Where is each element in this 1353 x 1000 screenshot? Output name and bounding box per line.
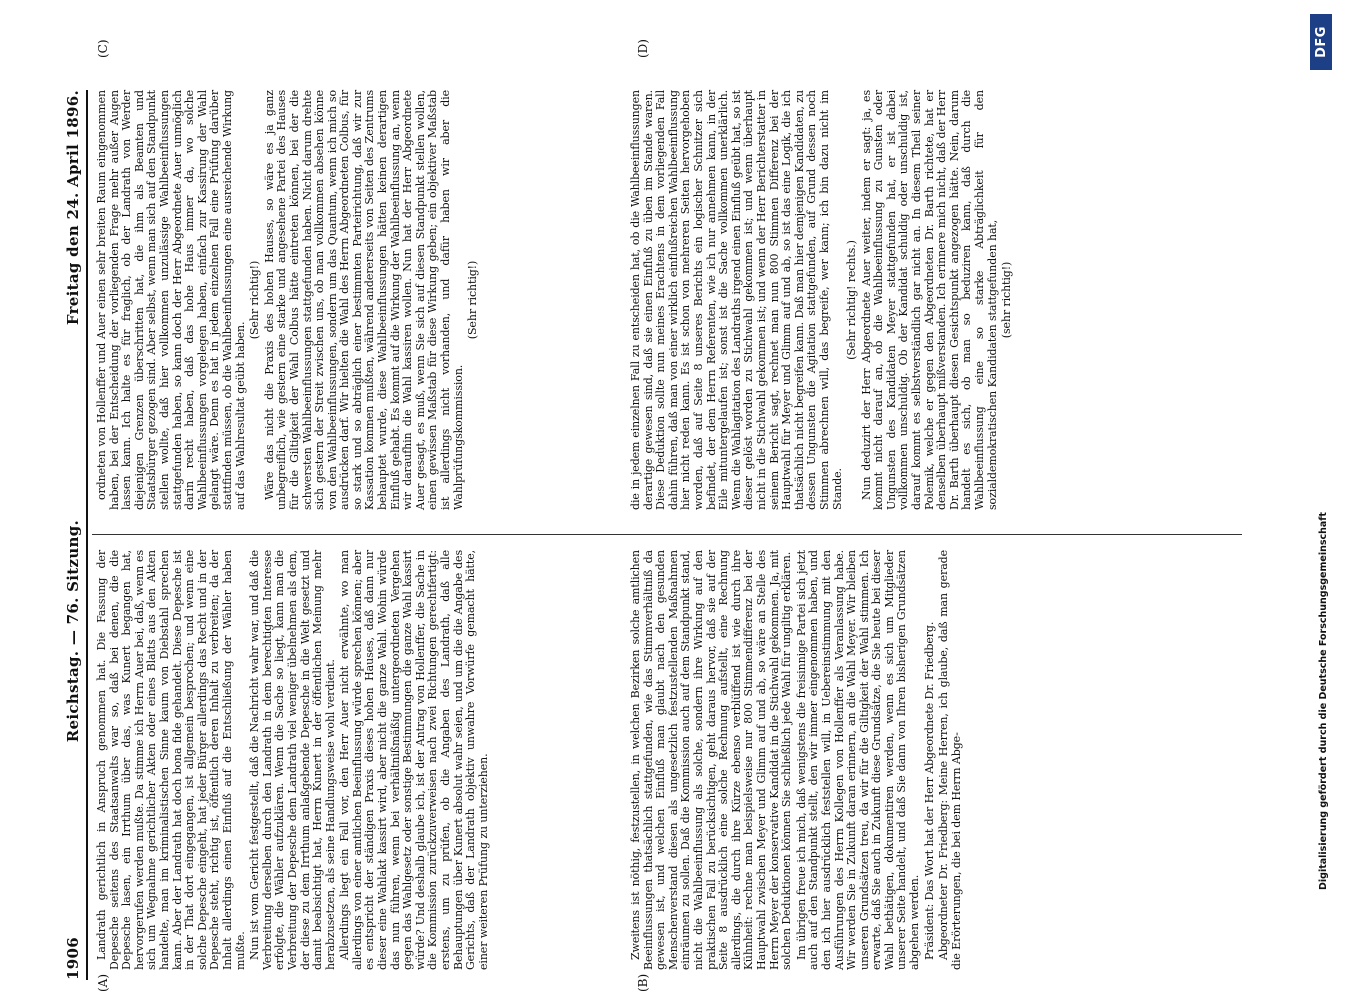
column-left-lower — [630, 550, 1190, 970]
paragraph: Präsident: Das Wort hat der Herr Abgeordnete Dr. Friedberg. — [922, 621, 936, 960]
interjection: (Sehr richtig! rechts.) — [845, 240, 859, 360]
paragraph: Abgeordneter Dr. Friedberg: Meine Herren, ich glaube, daß man gerade die Erörterungen, die bei dem Herrn Abge- — [937, 550, 963, 970]
margin-letter-b: (B) — [636, 973, 650, 992]
paragraph: die in jedem einzelnen Fall zu entscheiden hat, ob die Wahlbeeinflussungen derartige gewesen sind, daß sie einen Einfluß zu üben im Stande waren. Diese Deduktion sollte nun meines Erachtens in dem vorliegenden Fall dahin führen, daß man von einer wirklich einflußreichen Wahlbeeinflussung hier nicht reden kann. Es ist schon von mehreren Seiten hervorgehoben worden, daß auf Seite 8 unseres Berichts ein logischer Schnitzer sich befindet, der dem Herrn Referenten, wie ich nur annehmen kann, in der Eile mituntergelaufen ist; sonst ist die Sache vollkommen unerklärlich. Wenn die Wahlagitation des Landraths irgend einen Einfluß geübt hat, so ist dieser gelöst worden zu Stichwahl gekommen ist; und wenn überhaupt nicht in die Stichwahl gekommen ist; und wenn der Herr Berichterstatter in seinem Bericht sagt, rechnet man nun 800 Stimmen Differenz bei der Hauptwahl für Meyer und Glimm auf und ab, so ist das eine Logik, die ich thatsächlich nicht begreifen kann. Daß man hier demjenigen Kandidaten, zu dessen Ungunsten die Agitation stattgefunden, auf Grund dessen noch Stimmen abrechnen will, das begreife, wer kann; ich bin dazu nicht im Stande. — [629, 90, 844, 510]
paragraph: Landrath gerichtlich in Anspruch genommen hat. Die Fassung der Depesche seitens des Staatsanwalts war so, daß bei denen, die die Depesche lasen, ein Irrthum über das, was Kunert begangen hat, hervorgerufen werden mußte. Da stimme ich Herrn Auer bei, daß, wenn es sich um Wegnahme gerichtlicher Akten oder eines Blatts aus den Akten handelte, man im kriminalistischen Sinne kaum von Diebstahl sprechen kann. Aber der Landrath hat doch bona fide gehandelt. Diese Depesche ist in der That dort eingegangen, ist allgemein besprochen; und wenn eine solche Depesche eingeht, hat jeder Bürger allerdings das Recht und in der Depesche steht, richtig ist, öffentlich deren Inhalt zu verbreiten; da der Inhalt allerdings einen Einfluß auf die Entschließung der Wähler haben mußte. — [95, 550, 247, 970]
page-number: 1906 — [64, 937, 82, 980]
margin-letter-d: (D) — [636, 39, 650, 58]
column-right-lower — [630, 90, 1190, 510]
session-title: Reichstag. — 76. Sitzung. — [64, 519, 82, 743]
interjection: (Sehr richtig!) — [248, 260, 262, 340]
paragraph: Wäre das nicht die Praxis des hohen Hauses, so wäre es ja ganz unbegreiflich, wie gestern eine starke und angesehene Partei des Hauses für die Giltigkeit der Wahl Colbus hätte eintreten können, bei der die schwersten Wahlbeeinflussungen stattgefunden haben. Nicht darum drehte sich gestern der Streit zwischen uns, ob man vollkommen absehen könne von den Wahlbeeinflussungen, sondern um das Quantum, wenn ich mich so ausdrücken darf. Wir hielten die Wahl des Herrn Abgeordneten Colbus, für so stark und so abträglich einer bestimmten Parteirichtung, daß wir zur Kassation kommen mußten, während andererseits von Seiten des Zentrums behauptet wurde, diese Wahlbeeinflussungen hätten keinen derartigen Einfluß gehabt. Es kommt auf die Wirkung der Wahlbeeinflussung an, wenn wir daraufhin die Wahl kassiren wollen. Nun hat der Herr Abgeordnete Auer gesagt, es muß, wenn Sie sich auf diesen Standpunkt stellen wollen, einen gewissen Maßstab für diese Wirkung geben; ein objektiver Maßstab ist allerdings nicht vorhanden, und dafür haben wir aber die Wahlprüfungskommission. — [262, 90, 465, 510]
paragraph: Im übrigen freue ich mich, daß wenigstens die freisinnige Partei sich jetzt auch auf den Standpunkt stellt, den wir immer eingenommen haben, und den ich hier ausdrücklich feststellen will, in Uebereinstimmung mit den Ausführungen des Herrn Kollegen von Hollenffer als Veranlassung habe. Wir werden Sie in Zukunft daran erinnern, an die Wahl Meyer. Wir bleiben unseren Grundsätzen treu, da wir für die Giltigkeit der Wahl stimmen. Ich erwarte, daß Sie auch in Zukunft diese Grundsätze, die Sie heute bei dieser Wahl bethätigen, dokumentiren werden, wenn es sich um Mitglieder unserer Seite handelt, und daß Sie dann von Ihren bisherigen Grundsätzen abgehen werden. — [794, 550, 922, 970]
paragraph: ordneten von Hollenffer und Auer einen sehr breiten Raum eingenommen haben, bei der Entscheidung der vorliegenden Frage mehr außer Augen lassen kann. Ich halte es für fraglich, ob der Landrath von Werder diejenigen Grenzen überschritten hat, die ihm als Beamten und Staatsbürger gezogen sind. Aber selbst, wenn man sich auf den Standpunkt stellen wollte, daß hier vollkommen unzulässige Wahlbeeinflussungen stattgefunden haben, so kann doch der Herr Abgeordnete Auer unmöglich darin recht haben, daß das hohe Haus immer da, wo solche Wahlbeeinflussungen vorgelegen haben, einfach zur Kassirung der Wahl gelangt wäre. Denn es hat in jedem einzelnen Fall eine Prüfung darüber stattfinden müssen, ob die Wahlbeeinflussungen eine ausreichende Wirkung auf das Wahlresultat geübt haben. — [95, 90, 247, 510]
page-header — [62, 90, 84, 980]
session-date: Freitag den 24. April 1896. — [64, 90, 82, 326]
column-divider — [92, 534, 1242, 535]
dfg-logo: DFG — [1310, 14, 1332, 70]
paragraph: Zweitens ist nöthig, festzustellen, in welchen Bezirken solche amtlichen Beeinflussungen thatsächlich stattgefunden, wie das Stimmverhältniß da gewesen ist, und welchen Einfluß man glaubt nach den gesunden Menschenverstand diesen als ungesetzlich festzustellenden Maßnahmen einräumen zu sollen. Daß die Kommission auch auf dem Standpunkt stand, nicht die Wahlbeeinflussung als solche, sondern ihre Wirkung auf den praktischen Fall zu berücksichtigen, geht daraus hervor, daß sie auf der Seite 8 ausdrücklich eine solche Rechnung aufstellt, eine Rechnung allerdings, die durch ihre Kürze ebenso verblüffend ist wie durch ihre Kühnheit: rechne man beispielsweise nur 800 Stimmendifferenz bei der Hauptwahl zwischen Meyer und Glimm auf und ab, so wäre an Stelle des Herrn Meyer der konservative Kandidat in die Stichwahl gekommen. Ja, mit solchen Deduktionen können Sie schließlich jede Wahl für ungiltig erklären. — [629, 550, 794, 970]
column-left-upper — [96, 550, 596, 970]
interjection: (sehr richtig!) — [1000, 261, 1014, 339]
header-rule — [86, 90, 88, 980]
margin-letter-c: (C) — [96, 39, 110, 58]
margin-letter-a: (A) — [96, 973, 110, 992]
column-right-upper — [96, 90, 596, 510]
interjection: (Sehr richtig!) — [466, 260, 480, 340]
paragraph: Nun deduzirt der Herr Abgeordnete Auer weiter, indem er sagt: ja, es kommt nicht darauf an, ob die Wahlbeeinflussung zu Gunsten oder Ungunsten des Kandidaten Meyer stattgefunden hat, er ist dabei vollkommen unschuldig. Ob der Kandidat schuldig oder unschuldig ist, darauf kommt es selbstverständlich gar nicht an. In diesem Theil seiner Polemik, welche er gegen den Abgeordneten Dr. Barth richtete, hat er denselben überhaupt mißverstanden. Ich erinnere mich nicht, daß der Herr Dr. Barth überhaupt diesen Gesichtspunkt angezogen hätte. Nein, darum handelt es sich, ob man so beduziren kann, daß durch die Wahlbeeinflussung eine so starke Abträglichkeit für den sozialdemokratischen Kandidaten stattgefunden hat, — [859, 90, 999, 510]
digitization-note: Digitalisierung gefördert durch die Deutsche Forschungsgemeinschaft — [1318, 512, 1329, 890]
paragraph: Allerdings liegt ein Fall vor, den Herr Auer nicht erwähnte, wo man allerdings von einer amtlichen Beeinflussung würde sprechen können; aber es entspricht der ständigen Praxis dieses hohen Hauses, daß dann nur dieser eine Wahlakt kassirt wird, aber nicht die ganze Wahl. Wohin würde das nun führen, wenn bei verhältnißmäßig untergeordneten Vergehen gegen das Wahlgesetz oder sonstige Bestimmungen die ganze Wahl kassirt würde? Und deshalb glaube ich, ist der Antrag von Hollenffer, die Sache in die Kommission zurückzuverweisen nach zwei Richtungen gerechtfertigt: erstens, um zu prüfen, ob die Angaben des Landrath, daß alle Behauptungen über Kunert absolut wahr seien, und um die die Angabe des Gerichts, daß der Landrath objektiv unwahre Vorwürfe gemacht hätte, einer weiteren Prüfung zu unterziehen. — [338, 550, 490, 970]
paragraph: Nun ist vom Gericht festgestellt, daß die Nachricht wahr war, und daß die Verbreitung derselben durch den Landrath in dem berechtigten Interesse erfolgte, die Wähler aufzuklären. Wenn die Sache so liegt, kann man die Verbreitung der Depesche dem Landrath viel weniger übelnehmen als dem, der diese zu dem Irrthum anlaßgebende Depesche in die Welt gesetzt und damit beabsichtigt hat, Herrn Kunert in der öffentlichen Meinung mehr herabzusetzen, als seine Handlungsweise wohl verdient. — [248, 550, 337, 970]
